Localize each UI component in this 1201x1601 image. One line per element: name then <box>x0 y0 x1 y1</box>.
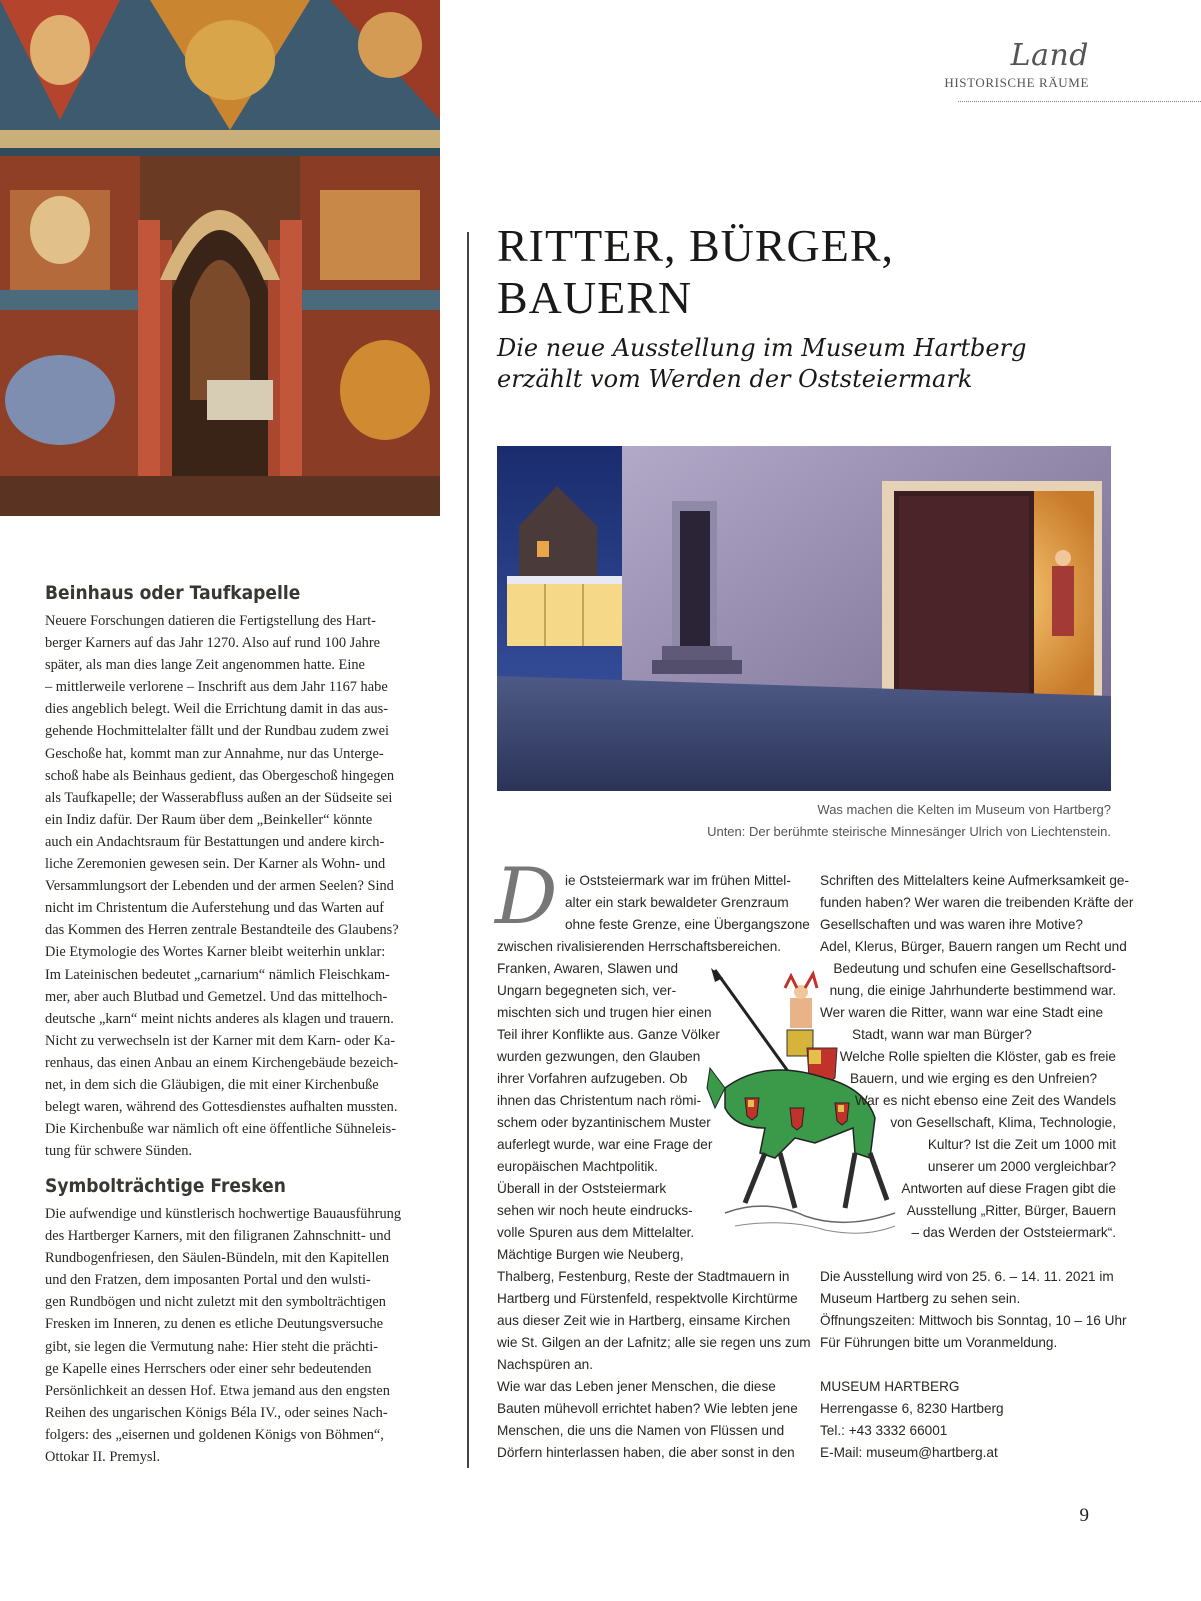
text-line: wurden gezwungen, den Glauben <box>497 1049 701 1064</box>
section-sublabel: HISTORISCHE RÄUME <box>944 75 1089 90</box>
text-line: Die Etymologie des Wortes Karner bleibt weiterhin unklar: <box>45 944 386 961</box>
text-line: Thalberg, Festenburg, Reste der Stadtmauern in <box>497 1269 790 1284</box>
article-title-line: RITTER, BÜRGER, <box>497 220 895 271</box>
text-line: Rundbogenfriesen, den Säulen-Bündeln, mit den Kapitellen <box>45 1250 390 1267</box>
text-line: Hartberg und Fürstenfeld, respektvolle Kirchtürme <box>497 1291 798 1306</box>
article-title <box>497 220 1137 324</box>
text-line: Reihen des ungarischen Königs Béla IV., oder seines Nach- <box>45 1404 388 1421</box>
spacer <box>820 1354 1116 1376</box>
article-title-line: BAUERN <box>497 272 693 323</box>
text-line: Nicht zu verwechseln ist der Karner mit dem Karn- oder Ka- <box>45 1032 396 1049</box>
text-line: wie St. Gilgen an der Lafnitz; alle sie regen uns zum <box>497 1335 811 1350</box>
photo-caption-line: Was machen die Kelten im Museum von Hartberg? <box>817 802 1111 817</box>
text-line: funden haben? Wer waren die treibenden Kräfte der <box>820 895 1134 910</box>
text-line: Neuere Forschungen datieren die Fertigstellung des Hart- <box>45 613 376 629</box>
museum-photo <box>497 446 1111 791</box>
text-line: dies angeblich belegt. Weil die Errichtung damit in das aus- <box>45 701 389 718</box>
text-line: Überall in der Oststeiermark <box>497 1181 667 1196</box>
fresco-photo <box>0 0 440 516</box>
text-line: aus dieser Zeit wie in Hartberg, einsame Kirchen <box>497 1313 791 1328</box>
body-column-left <box>497 870 811 1464</box>
text-line: Museum Hartberg zu sehen sein. <box>820 1291 1021 1306</box>
text-line: Fresken im Inneren, zu denen es etliche Deutungsversuche <box>45 1316 384 1333</box>
section-heading: Symbolträchtige Fresken <box>45 1175 286 1197</box>
text-line: ie Oststeiermark war im frühen Mittel- <box>565 873 791 888</box>
text-line: Herrengasse 6, 8230 Hartberg <box>820 1401 1004 1416</box>
text-line: unserer um 2000 vergleichbar? <box>927 1159 1116 1174</box>
text-line: Bauten mühevoll errichtet haben? Wie lebten jene <box>497 1401 798 1416</box>
text-line: schem oder byzantinischem Muster <box>497 1115 711 1130</box>
text-line: Tel.: +43 3332 66001 <box>820 1423 948 1438</box>
text-line: mischten sich und trugen hier einen <box>497 1005 712 1020</box>
photo-caption-line: Unten: Der berühmte steirische Minnesänger Ulrich von Liechtenstein. <box>707 824 1111 839</box>
text-line: Wer waren die Ritter, wann war eine Stadt eine <box>820 1005 1104 1020</box>
text-line: ein Indiz dafür. Der Raum über dem „Beinkeller“ könnte <box>45 811 373 828</box>
left-paragraph-1 <box>45 610 437 1162</box>
text-line: Wie war das Leben jener Menschen, die diese <box>497 1379 776 1394</box>
text-line: – mittlerweile verlorene – Inschrift aus dem Jahr 1167 habe <box>45 679 388 696</box>
text-line: net, in dem sich die Gläubigen, die mit einer Kirchenbuße <box>45 1076 379 1093</box>
left-paragraph-2 <box>45 1203 437 1468</box>
text-line: gen Rundbögen und nicht zuletzt mit den symbolträchtigen <box>45 1294 386 1311</box>
text-line: europäischen Machtpolitik. <box>497 1159 658 1174</box>
text-line: Stadt, wann war man Bürger? <box>852 1027 1032 1042</box>
text-line: Ausstellung „Ritter, Bürger, Bauern <box>906 1203 1116 1218</box>
text-line: Ungarn begegneten sich, ver- <box>497 983 677 998</box>
text-line: nung, die einige Jahrhunderte bestimmend war. <box>829 983 1116 998</box>
text-line: berger Karners auf das Jahr 1270. Also auf rund 100 Jahre <box>45 635 381 652</box>
text-line: deutsche „karn“ meint nichts anderes als klagen und trauern. <box>45 1010 394 1027</box>
text-line: Mächtige Burgen wie Neuberg, <box>497 1247 684 1262</box>
text-line: Für Führungen bitte um Voranmeldung. <box>820 1335 1058 1350</box>
text-line: als Taufkapelle; der Wasserabfluss außen an der Südseite sei <box>45 789 393 806</box>
text-line: Im Lateinischen bedeutet „carnarium“ nämlich Fleischkam- <box>45 966 390 983</box>
text-line: des Hartberger Karners, mit den filigranen Zahnschnitt- und <box>45 1228 391 1245</box>
text-line: Adel, Klerus, Bürger, Bauern rangen um Recht und <box>820 939 1127 954</box>
column-divider <box>467 232 469 1468</box>
text-line: Gesellschaften und was waren ihre Motive? <box>820 917 1083 932</box>
text-line: – das Werden der Oststeiermark“. <box>911 1225 1116 1240</box>
text-line: Welche Rolle spielten die Klöster, gab es freie <box>839 1049 1116 1064</box>
text-line: zwischen rivalisierenden Herrschaftsbereichen. <box>497 939 782 954</box>
text-line: tung für schwere Sünden. <box>45 1143 193 1160</box>
text-line: liche Zeremonien gewesen sein. Der Karner als Wohn- und <box>45 856 386 873</box>
text-line: renhaus, das einen Anbau an einem Kirchengebäude bezeich- <box>45 1054 399 1071</box>
text-line: ihnen das Christentum nach römi- <box>497 1093 701 1108</box>
text-line: Schriften des Mittelalters keine Aufmerksamkeit ge- <box>820 873 1130 888</box>
text-line: alter ein stark bewaldeter Grenzraum <box>565 895 789 910</box>
text-line: Die Kirchenbuße war nämlich oft eine öffentliche Sühneleis- <box>45 1121 396 1138</box>
text-line: ge Kapelle eines Herrschers oder einer sehr bedeutenden <box>45 1360 372 1377</box>
text-line: Öffnungszeiten: Mittwoch bis Sonntag, 10 – 16 Uhr <box>820 1313 1127 1328</box>
text-line: Kultur? Ist die Zeit um 1000 mit <box>927 1137 1116 1152</box>
article-subtitle-line: Die neue Ausstellung im Museum Hartberg <box>497 334 1027 362</box>
text-line: belegt waren, während des Gottesdienstes aufhalten mussten. <box>45 1099 398 1116</box>
text-line: Franken, Awaren, Slawen und <box>497 961 679 976</box>
email-link[interactable]: E-Mail: museum@hartberg.at <box>820 1445 998 1460</box>
text-line: Die aufwendige und künstlerisch hochwertige Bauausführung <box>45 1206 402 1222</box>
text-line: Persönlichkeit an dessen Hof. Etwa jemand aus den engsten <box>45 1382 390 1399</box>
text-line: und den Fratzen, dem imposanten Portal und den wulsti- <box>45 1272 371 1289</box>
text-line: das Kommen des Herren zentrale Bestandteile des Glaubens? <box>45 922 399 939</box>
text-line: mer, aber auch Blutbad und Gemetzel. Und das mittelhoch- <box>45 988 388 1005</box>
text-line: später, als man dies lange Zeit angenommen hatte. Eine <box>45 657 365 674</box>
text-line: schoß habe als Beinhaus gedient, das Obergeschoß hingegen <box>45 767 395 784</box>
text-line: War es nicht ebenso eine Zeit des Wandels <box>854 1093 1116 1108</box>
spacer <box>820 1244 1116 1266</box>
text-line: auch ein Andachtsraum für Bestattungen und andere kirch- <box>45 833 385 850</box>
text-line: Menschen, die uns die Namen von Flüssen und <box>497 1423 785 1438</box>
text-line: Die Ausstellung wird von 25. 6. – 14. 11. 2021 im <box>820 1269 1114 1284</box>
text-line: ohne feste Grenze, eine Übergangszone <box>565 917 810 932</box>
text-line: Antworten auf diese Fragen gibt die <box>901 1181 1116 1196</box>
text-line: Ottokar II. Premysl. <box>45 1449 161 1466</box>
text-line: folgers: des „eisernen und goldenen Königs von Böhmen“, <box>45 1426 384 1443</box>
text-line: sehen wir noch heute eindrucks- <box>497 1203 693 1218</box>
text-line: Bauern, und wie erging es den Unfreien? <box>850 1071 1098 1086</box>
section-heading: Beinhaus oder Taufkapelle <box>45 582 301 604</box>
section-label: Land <box>1010 38 1089 73</box>
body-column-right <box>820 870 1134 1464</box>
text-line: Teil ihrer Konflikte aus. Ganze Völker <box>497 1027 720 1042</box>
text-line: von Gesellschaft, Klima, Technologie, <box>890 1115 1116 1130</box>
text-line: Bedeutung und schufen eine Gesellschaftsord- <box>833 961 1116 976</box>
text-line: nicht im Christentum die Auferstehung und das Warten auf <box>45 900 385 917</box>
text-line: gehende Hochmittelalter fällt und der Rundbau zudem zwei <box>45 723 390 740</box>
text-line: ihrer Vorfahren aufzugeben. Ob <box>497 1071 688 1086</box>
article-subtitle <box>497 333 1137 395</box>
text-line: Versammlungsort der Lebenden und der armen Seelen? Sind <box>45 878 394 895</box>
header-divider <box>958 101 1201 102</box>
text-line: Geschoße hat, kommt man zur Annahme, nur das Unterge- <box>45 745 384 762</box>
text-line: Nachspüren an. <box>497 1357 593 1372</box>
drop-cap: D <box>495 852 558 942</box>
text-line: auferlegt wurde, war eine Frage der <box>497 1137 713 1152</box>
article-subtitle-line: erzählt vom Werden der Oststeiermark <box>497 365 973 393</box>
text-line: MUSEUM HARTBERG <box>820 1379 960 1394</box>
text-line: volle Spuren aus dem Mittelalter. <box>497 1225 695 1240</box>
text-line: Dörfern hinterlassen haben, die aber sonst in den <box>497 1445 795 1460</box>
page-number: 9 <box>1079 1505 1089 1526</box>
text-line: gibt, sie legen die Vermutung nahe: Hier steht die prächti- <box>45 1338 379 1355</box>
